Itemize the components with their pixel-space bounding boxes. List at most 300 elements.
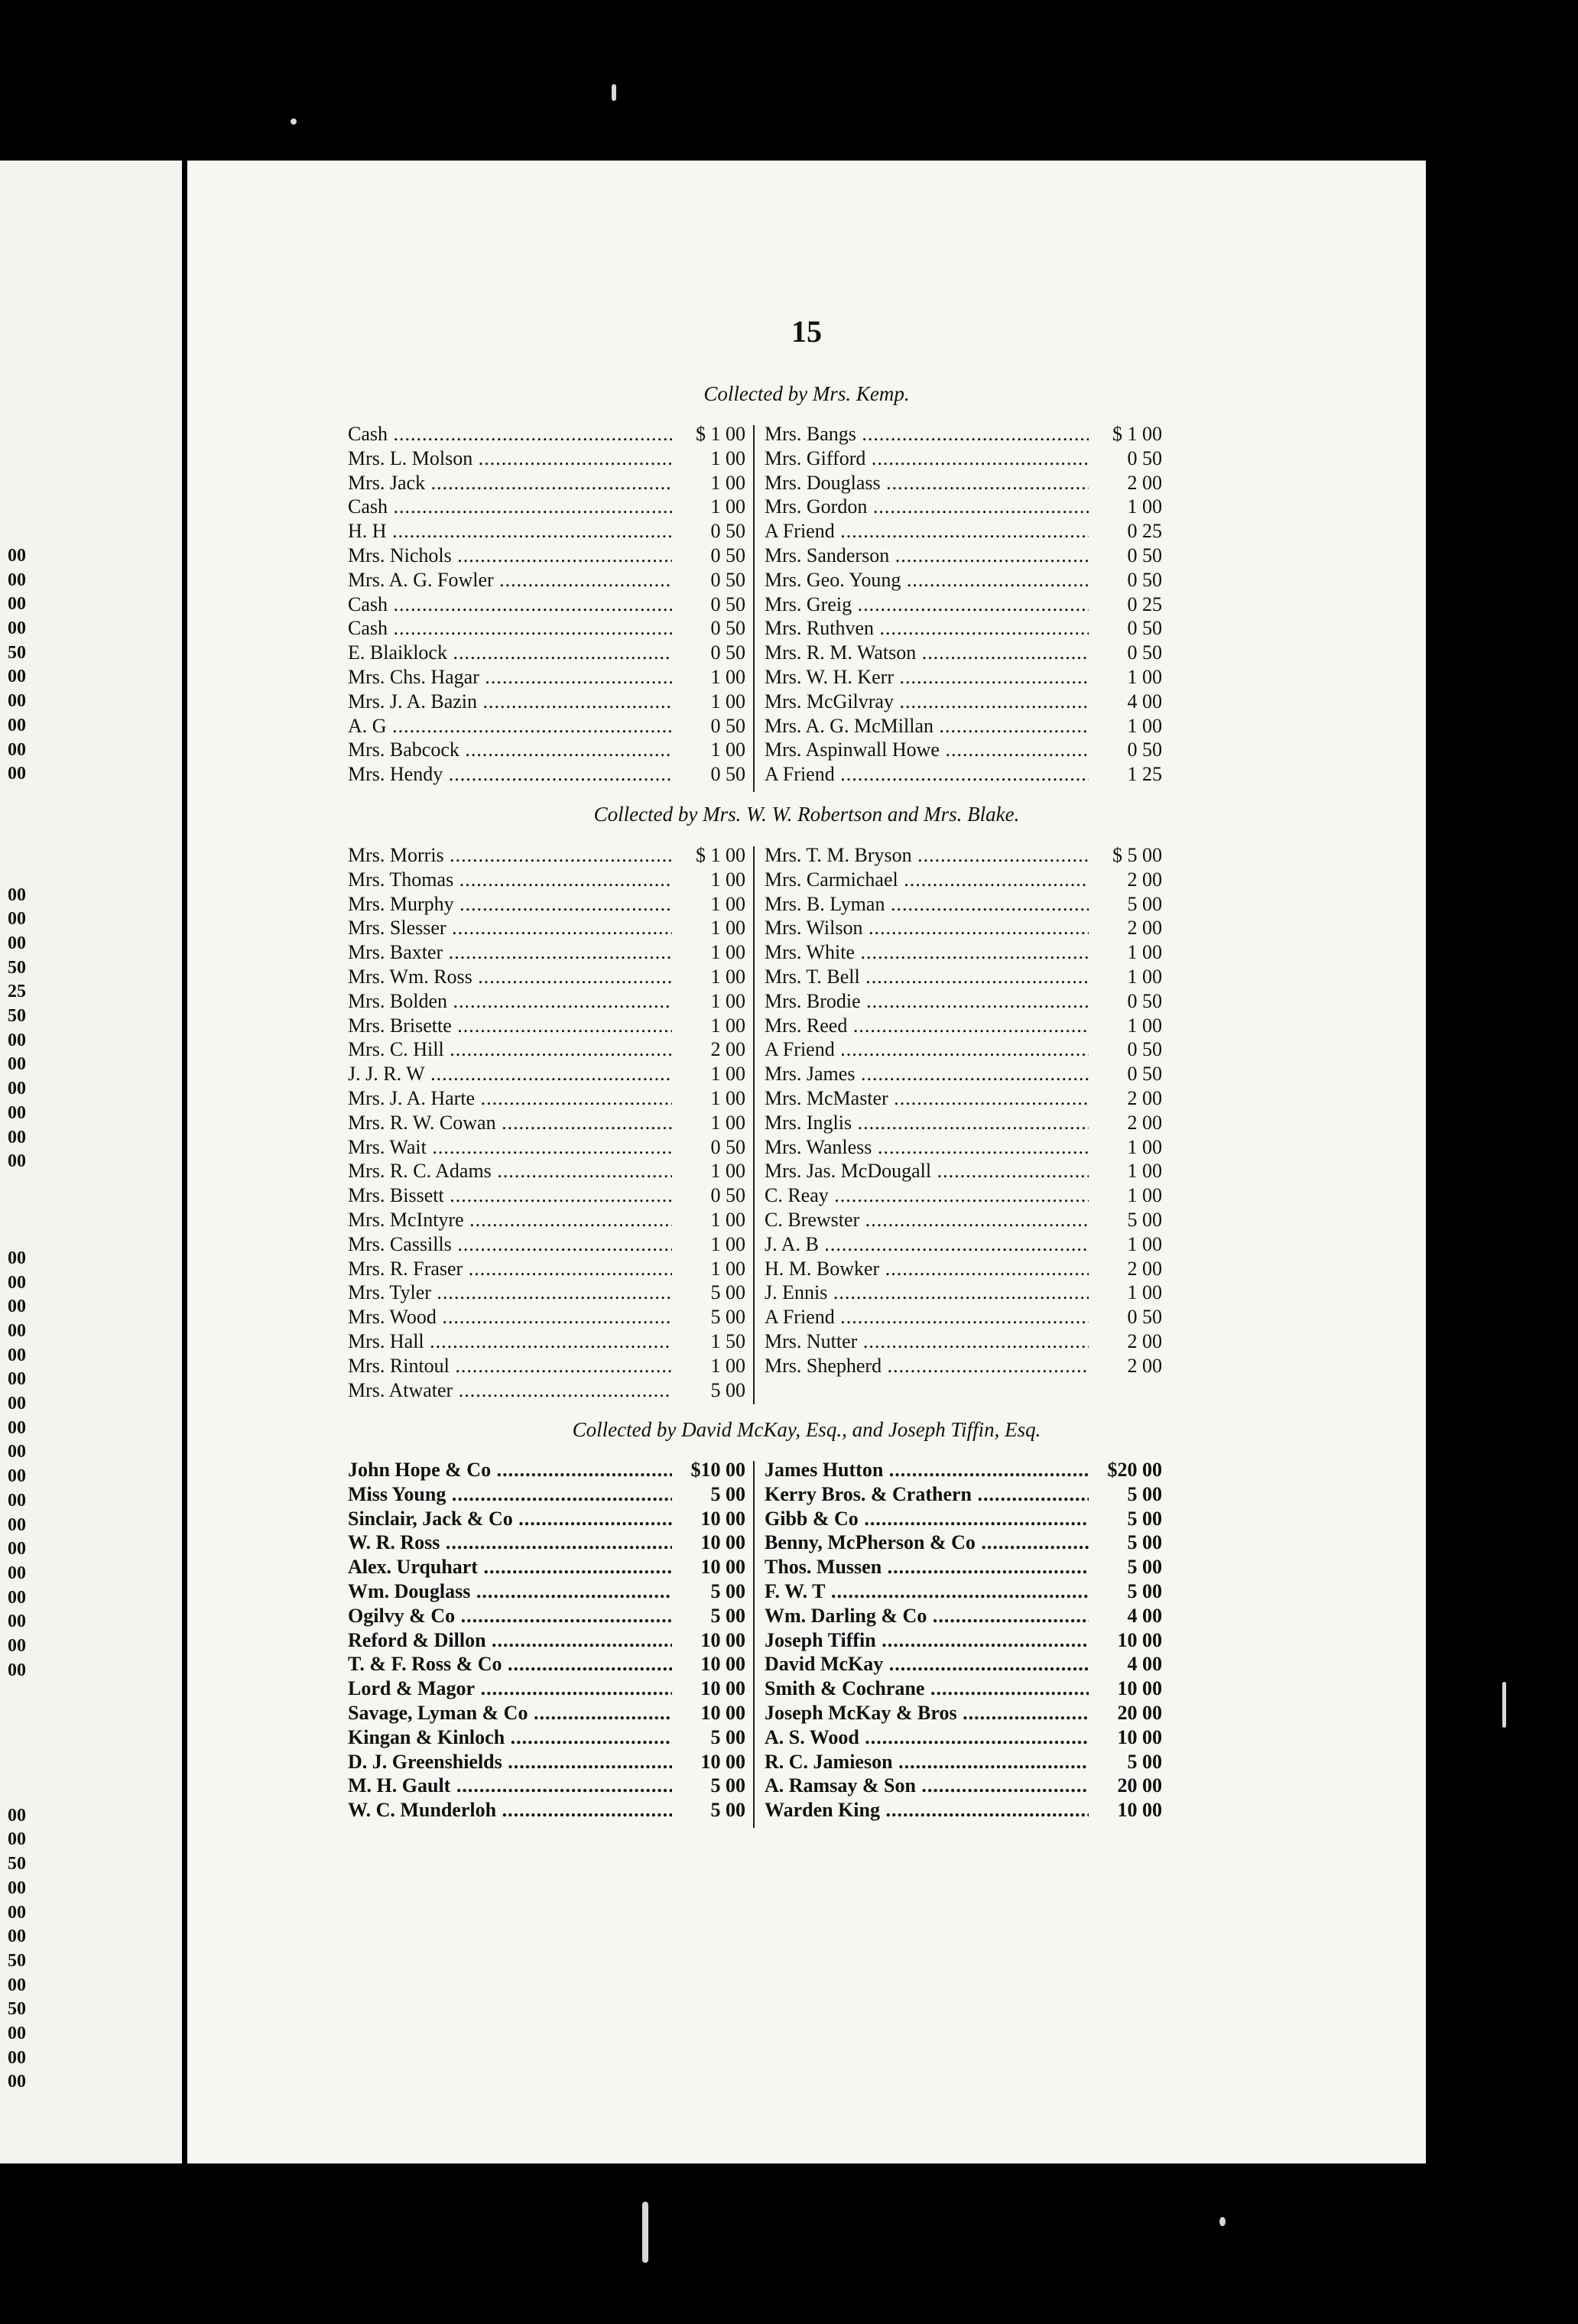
contributor-name: A. S. Wood ..... xyxy=(765,1725,1089,1750)
previous-page-amount: 50 xyxy=(8,1999,26,2020)
contributor-row xyxy=(348,1014,745,1038)
contributor-name: D. J. Greenshields ..... xyxy=(348,1750,672,1774)
contributor-name: Cash ..... xyxy=(348,616,672,641)
contribution-amount: 1 00 xyxy=(675,1086,745,1111)
contribution-amount: 1 00 xyxy=(675,495,745,519)
contributor-row xyxy=(765,446,1162,471)
contributor-name: Mrs. Reed ..... xyxy=(765,1014,1089,1038)
contributor-name: Mrs. Tyler ..... xyxy=(348,1280,672,1305)
scan-speck xyxy=(291,118,297,125)
contributor-name: H. M. Bowker ..... xyxy=(765,1257,1089,1281)
previous-page-amount: 00 xyxy=(8,1054,26,1075)
contribution-amount: 0 50 xyxy=(675,762,745,787)
contributor-row xyxy=(765,1257,1162,1281)
contributor-name: Mrs. McGilvray ..... xyxy=(765,690,1089,714)
contribution-amount: 0 50 xyxy=(675,592,745,617)
contributor-row xyxy=(348,641,745,665)
contribution-amount: 0 50 xyxy=(1092,641,1162,665)
contributor-name: Mrs. W. H. Kerr ..... xyxy=(765,665,1089,690)
contributor-name: Mrs. Jas. McDougall ..... xyxy=(765,1159,1089,1183)
contributor-row xyxy=(348,1774,745,1798)
contributor-name: Mrs. Wilson ..... xyxy=(765,916,1089,940)
contribution-amount: 1 00 xyxy=(1092,495,1162,519)
previous-page-amount: 00 xyxy=(8,1466,26,1487)
contribution-amount: 0 50 xyxy=(1092,738,1162,762)
contribution-amount: 0 50 xyxy=(1092,544,1162,568)
contribution-amount: $20 00 xyxy=(1092,1458,1162,1482)
contributor-name: Mrs. A. G. Fowler ..... xyxy=(348,568,672,592)
contributor-row xyxy=(765,1014,1162,1038)
contributor-row xyxy=(765,1798,1162,1823)
contribution-amount: $ 5 00 xyxy=(1092,843,1162,868)
contributor-row xyxy=(348,616,745,641)
contributor-name: Mrs. Nutter ..... xyxy=(765,1329,1089,1354)
contributor-name: Savage, Lyman & Co ..... xyxy=(348,1701,672,1725)
right-column xyxy=(765,422,1162,787)
contribution-amount: 1 00 xyxy=(675,1257,745,1281)
contributor-row xyxy=(765,1062,1162,1086)
contributor-row xyxy=(765,616,1162,641)
column-divider xyxy=(753,425,755,792)
contributor-row xyxy=(765,1183,1162,1208)
contributor-row xyxy=(765,519,1162,544)
contributor-name: Sinclair, Jack & Co ..... xyxy=(348,1507,672,1531)
contribution-amount: 0 50 xyxy=(675,519,745,544)
contributor-name: Mrs. Douglass ..... xyxy=(765,471,1089,495)
previous-page-amount: 00 xyxy=(8,1079,26,1099)
contributor-row xyxy=(765,1555,1162,1579)
contributor-name: Mrs. White ..... xyxy=(765,940,1089,965)
previous-page-amount xyxy=(8,1780,54,1804)
contributor-name: Kingan & Kinloch ..... xyxy=(348,1725,672,1750)
contributor-name: Mrs. Bangs ..... xyxy=(765,422,1089,446)
previous-page-amount: 00 xyxy=(8,739,26,760)
contributor-name: Mrs. Hendy ..... xyxy=(348,762,672,787)
contributor-name: M. H. Gault ..... xyxy=(348,1774,672,1798)
contribution-amount: 1 00 xyxy=(675,1062,745,1086)
contribution-amount: 5 00 xyxy=(675,1305,745,1329)
contribution-amount: 5 00 xyxy=(1092,892,1162,917)
contribution-amount: 2 00 xyxy=(675,1037,745,1062)
contribution-amount: 1 00 xyxy=(675,1159,745,1183)
contributor-name: J. A. B ..... xyxy=(765,1232,1089,1257)
document-page xyxy=(187,161,1426,2163)
previous-page-amount: 00 xyxy=(8,1878,26,1898)
contribution-amount: 1 00 xyxy=(1092,1014,1162,1038)
contributor-row xyxy=(765,965,1162,989)
contributor-row xyxy=(765,1208,1162,1232)
contributor-row xyxy=(348,1798,745,1823)
scan-speck xyxy=(612,84,616,101)
contribution-amount: 1 00 xyxy=(1092,714,1162,738)
contribution-amount: 1 00 xyxy=(675,738,745,762)
contributor-row xyxy=(765,1354,1162,1378)
contributor-name: Mrs. Slesser ..... xyxy=(348,916,672,940)
contributor-name: Cash ..... xyxy=(348,422,672,446)
scan-speck xyxy=(1219,2217,1226,2226)
previous-page-amount xyxy=(8,1683,54,1707)
contributor-name: Mrs. T. Bell ..... xyxy=(765,965,1089,989)
contributor-name: W. C. Munderloh ..... xyxy=(348,1798,672,1823)
contribution-amount: 1 00 xyxy=(675,1208,745,1232)
previous-page-amount: 00 xyxy=(8,1612,26,1632)
contribution-amount: 1 00 xyxy=(1092,1183,1162,1208)
contribution-amount: 5 00 xyxy=(1092,1482,1162,1507)
contributor-row xyxy=(348,544,745,568)
previous-page-amount: 00 xyxy=(8,2047,26,2068)
contributor-row xyxy=(348,1628,745,1653)
contributor-name: Mrs. Wood ..... xyxy=(348,1305,672,1329)
contributor-row xyxy=(765,714,1162,738)
contributor-row xyxy=(765,1676,1162,1701)
contribution-amount: 1 00 xyxy=(675,1014,745,1038)
contributor-row xyxy=(348,940,745,965)
contributor-name: Mrs. Brisette ..... xyxy=(348,1014,672,1038)
contribution-amount: 10 00 xyxy=(1092,1676,1162,1701)
contributor-name: Mrs. R. M. Watson ..... xyxy=(765,641,1089,665)
previous-page-amount: 00 xyxy=(8,884,26,905)
contributor-name: A. Ramsay & Son ..... xyxy=(765,1774,1089,1798)
contributor-name: Mrs. Sanderson ..... xyxy=(765,544,1089,568)
column-divider xyxy=(753,1461,755,1828)
contributor-name: C. Brewster ..... xyxy=(765,1208,1089,1232)
contributor-row xyxy=(765,1604,1162,1628)
contribution-amount: 10 00 xyxy=(1092,1725,1162,1750)
contribution-amount: 0 50 xyxy=(675,544,745,568)
contributor-row xyxy=(765,1725,1162,1750)
contributor-row xyxy=(348,1183,745,1208)
contribution-amount: 5 00 xyxy=(1092,1750,1162,1774)
contributor-row xyxy=(765,495,1162,519)
contributor-name: Mrs. McMaster ..... xyxy=(765,1086,1089,1111)
contributor-row xyxy=(765,471,1162,495)
previous-page-amount xyxy=(8,1707,54,1732)
contributor-name: Gibb & Co ..... xyxy=(765,1507,1089,1531)
contributor-row xyxy=(348,714,745,738)
contributor-name: Mrs. Baxter ..... xyxy=(348,940,672,965)
contributor-row xyxy=(348,989,745,1014)
previous-page-amount xyxy=(8,1174,54,1199)
previous-page-amount xyxy=(8,1755,54,1780)
contribution-amount: 5 00 xyxy=(675,1482,745,1507)
contributor-row xyxy=(765,1482,1162,1507)
previous-page-amount: 00 xyxy=(8,1272,26,1293)
contributor-name: Mrs. Ruthven ..... xyxy=(765,616,1089,641)
contributor-name: Mrs. Wait ..... xyxy=(348,1135,672,1160)
contributor-row xyxy=(348,1750,745,1774)
right-column xyxy=(765,1458,1162,1823)
contributor-row xyxy=(348,1725,745,1750)
contributor-name: Alex. Urquhart ..... xyxy=(348,1555,672,1579)
contribution-amount: 10 00 xyxy=(675,1750,745,1774)
contributor-name: Mrs. Bolden ..... xyxy=(348,989,672,1014)
contribution-amount: 2 00 xyxy=(1092,916,1162,940)
contributor-row xyxy=(348,1676,745,1701)
contribution-amount: 2 00 xyxy=(1092,1111,1162,1135)
contributor-name: Wm. Douglass ..... xyxy=(348,1579,672,1604)
contributor-row xyxy=(765,989,1162,1014)
contributor-name: A Friend ..... xyxy=(765,519,1089,544)
contribution-amount: 1 00 xyxy=(675,916,745,940)
previous-page-amount: 00 xyxy=(8,2072,26,2092)
contribution-amount: 1 00 xyxy=(1092,1232,1162,1257)
contribution-amount: 1 00 xyxy=(675,1232,745,1257)
contribution-amount: 10 00 xyxy=(675,1701,745,1725)
previous-page-amount: 50 xyxy=(8,957,26,978)
contribution-amount: 0 25 xyxy=(1092,519,1162,544)
contributor-name: Mrs. Gifford ..... xyxy=(765,446,1089,471)
contributor-row xyxy=(348,1257,745,1281)
contributor-name: E. Blaiklock ..... xyxy=(348,641,672,665)
contributor-name: Mrs. R. C. Adams ..... xyxy=(348,1159,672,1183)
previous-page-amount: 00 xyxy=(8,1660,26,1680)
contributor-row xyxy=(765,1305,1162,1329)
contributor-name: Cash ..... xyxy=(348,592,672,617)
contributor-name: Wm. Darling & Co ..... xyxy=(765,1604,1089,1628)
contribution-amount: 1 00 xyxy=(675,940,745,965)
previous-page-amount: 00 xyxy=(8,1151,26,1172)
contribution-amount: $ 1 00 xyxy=(675,843,745,868)
contributor-row xyxy=(348,495,745,519)
previous-page-amount: 50 xyxy=(8,1950,26,1971)
contribution-amount: 1 00 xyxy=(675,892,745,917)
contributor-name: Mrs. T. M. Bryson ..... xyxy=(765,843,1089,868)
contributor-row xyxy=(765,1530,1162,1555)
contribution-amount: 1 00 xyxy=(675,446,745,471)
contributor-name: W. R. Ross ..... xyxy=(348,1530,672,1555)
contributor-name: Mrs. Nichols ..... xyxy=(348,544,672,568)
contributor-row xyxy=(348,1458,745,1482)
contributor-row xyxy=(348,1652,745,1676)
previous-page-amount: 00 xyxy=(8,691,26,712)
previous-page-amount: 50 xyxy=(8,642,26,663)
contributor-row xyxy=(348,1232,745,1257)
previous-page-amount: 00 xyxy=(8,546,26,566)
previous-page-amount: 50 xyxy=(8,1854,26,1874)
contribution-amount: 5 00 xyxy=(675,1280,745,1305)
contributor-row xyxy=(765,1774,1162,1798)
contributor-row xyxy=(765,1111,1162,1135)
contributor-name: Mrs. A. G. McMillan ..... xyxy=(765,714,1089,738)
contributor-name: Mrs. Atwater ..... xyxy=(348,1378,672,1403)
contribution-amount: 0 25 xyxy=(1092,592,1162,617)
contribution-amount: 2 00 xyxy=(1092,1257,1162,1281)
contributor-name: Cash ..... xyxy=(348,495,672,519)
previous-page-amount: 00 xyxy=(8,1539,26,1560)
contribution-amount: 5 00 xyxy=(675,1774,745,1798)
left-column xyxy=(348,1458,745,1823)
contributor-name: Mrs. B. Lyman ..... xyxy=(765,892,1089,917)
scan-speck xyxy=(642,2202,648,2263)
contribution-amount: 1 00 xyxy=(675,868,745,892)
contributor-row xyxy=(765,568,1162,592)
contributor-row xyxy=(765,592,1162,617)
contributor-name: Mrs. Hall ..... xyxy=(348,1329,672,1354)
contributor-row xyxy=(348,868,745,892)
previous-page-amount: 00 xyxy=(8,1417,26,1438)
contribution-amount: 1 25 xyxy=(1092,762,1162,787)
contributor-row xyxy=(765,1280,1162,1305)
contribution-amount: 1 00 xyxy=(1092,1135,1162,1160)
contributor-name: Mrs. R. Fraser ..... xyxy=(348,1257,672,1281)
contribution-amount: 2 00 xyxy=(1092,1354,1162,1378)
contributor-row xyxy=(765,1159,1162,1183)
contribution-amount: 5 00 xyxy=(675,1378,745,1403)
contribution-amount: 1 00 xyxy=(1092,1159,1162,1183)
previous-page-amount: 00 xyxy=(8,1102,26,1123)
contributor-row xyxy=(348,690,745,714)
contributor-name: Mrs. Brodie ..... xyxy=(765,989,1089,1014)
previous-page-amount: 00 xyxy=(8,1030,26,1050)
contribution-amount: 0 50 xyxy=(675,714,745,738)
previous-page-amount xyxy=(8,787,54,811)
previous-page-amount: 00 xyxy=(8,1345,26,1365)
contributor-name: Benny, McPherson & Co ..... xyxy=(765,1530,1089,1555)
right-column xyxy=(765,843,1162,1378)
previous-page-amount: 00 xyxy=(8,715,26,735)
contributor-name: Mrs. McIntyre ..... xyxy=(348,1208,672,1232)
contributor-row xyxy=(348,592,745,617)
contributor-name: Mrs. L. Molson ..... xyxy=(348,446,672,471)
contribution-amount: 2 00 xyxy=(1092,868,1162,892)
scan-speck xyxy=(1502,1682,1506,1728)
previous-page-amount: 50 xyxy=(8,1006,26,1027)
previous-page-amount: 00 xyxy=(8,594,26,615)
previous-page-amount xyxy=(8,859,54,884)
contributor-name: Lord & Magor ..... xyxy=(348,1676,672,1701)
previous-page-amount: 00 xyxy=(8,2023,26,2043)
contribution-amount: 5 00 xyxy=(675,1579,745,1604)
contribution-amount: 10 00 xyxy=(675,1555,745,1579)
contributor-name: Mrs. Wanless ..... xyxy=(765,1135,1089,1160)
contribution-amount: $ 1 00 xyxy=(675,422,745,446)
contributor-name: Mrs. Bissett ..... xyxy=(348,1183,672,1208)
contributor-name: Mrs. Cassills ..... xyxy=(348,1232,672,1257)
contributor-name: Reford & Dillon ..... xyxy=(348,1628,672,1653)
contributor-row xyxy=(765,1652,1162,1676)
previous-page-amount: 00 xyxy=(8,1805,26,1826)
contributor-name: Miss Young ..... xyxy=(348,1482,672,1507)
previous-page-amount: 00 xyxy=(8,1829,26,1850)
contribution-amount: 10 00 xyxy=(1092,1798,1162,1823)
contribution-amount: 1 00 xyxy=(675,690,745,714)
contributor-name: F. W. T ..... xyxy=(765,1579,1089,1604)
contributor-row xyxy=(348,1086,745,1111)
contributor-name: R. C. Jamieson ..... xyxy=(765,1750,1089,1774)
contributor-row xyxy=(765,665,1162,690)
contributor-name: Mrs. Shepherd ..... xyxy=(765,1354,1089,1378)
contributor-row xyxy=(348,1507,745,1531)
contributor-row xyxy=(348,916,745,940)
contribution-amount: 1 00 xyxy=(1092,1280,1162,1305)
contributor-row xyxy=(765,1458,1162,1482)
contribution-amount: 4 00 xyxy=(1092,1652,1162,1676)
previous-page-amount-column xyxy=(8,544,54,2095)
previous-page-edge xyxy=(0,161,182,2163)
contribution-amount: 0 50 xyxy=(675,1135,745,1160)
previous-page-amount: 00 xyxy=(8,1514,26,1535)
page-number: 15 xyxy=(791,314,822,349)
contributor-row xyxy=(765,1329,1162,1354)
contributor-row xyxy=(348,1111,745,1135)
previous-page-amount: 00 xyxy=(8,570,26,590)
contributor-row xyxy=(348,1482,745,1507)
contributor-name: Mrs. James ..... xyxy=(765,1062,1089,1086)
contribution-amount: 1 00 xyxy=(675,989,745,1014)
contribution-amount: 0 50 xyxy=(675,616,745,641)
contribution-amount: 2 00 xyxy=(1092,471,1162,495)
previous-page-amount: 00 xyxy=(8,933,26,953)
contribution-amount: 2 00 xyxy=(1092,1086,1162,1111)
contribution-amount: 10 00 xyxy=(1092,1628,1162,1653)
contributor-row xyxy=(765,690,1162,714)
contributor-row xyxy=(348,843,745,868)
contributor-row xyxy=(765,738,1162,762)
contributor-row xyxy=(765,1135,1162,1160)
contributor-row xyxy=(765,916,1162,940)
contributor-row xyxy=(765,1750,1162,1774)
contribution-amount: 10 00 xyxy=(675,1676,745,1701)
contributor-name: Mrs. J. A. Bazin ..... xyxy=(348,690,672,714)
contributor-row xyxy=(348,1329,745,1354)
contributor-row xyxy=(348,1604,745,1628)
contributor-row xyxy=(765,1037,1162,1062)
previous-page-amount: 00 xyxy=(8,1902,26,1923)
previous-page-amount xyxy=(8,1732,54,1756)
contribution-amount: 10 00 xyxy=(675,1507,745,1531)
contributor-name: C. Reay ..... xyxy=(765,1183,1089,1208)
contributor-name: James Hutton ..... xyxy=(765,1458,1089,1482)
previous-page-amount: 00 xyxy=(8,1563,26,1583)
contributor-name: Smith & Cochrane ..... xyxy=(765,1676,1089,1701)
contributor-name: Ogilvy & Co ..... xyxy=(348,1604,672,1628)
contributor-row xyxy=(765,641,1162,665)
contribution-amount: 4 00 xyxy=(1092,1604,1162,1628)
previous-page-amount: 00 xyxy=(8,1248,26,1268)
contribution-amount: 1 00 xyxy=(1092,965,1162,989)
contribution-amount: 10 00 xyxy=(675,1652,745,1676)
contribution-amount: 2 00 xyxy=(1092,1329,1162,1354)
contributor-name: A Friend ..... xyxy=(765,1037,1089,1062)
contributor-row xyxy=(348,1159,745,1183)
previous-page-amount: 00 xyxy=(8,667,26,687)
section-heading-mckay-tiffin: Collected by David McKay, Esq., and Joseph Tiffin, Esq. xyxy=(572,1418,1041,1441)
contributor-name: Mrs. Thomas ..... xyxy=(348,868,672,892)
contributor-row xyxy=(348,1354,745,1378)
contribution-amount: 0 50 xyxy=(1092,1037,1162,1062)
contributor-name: Mrs. Wm. Ross ..... xyxy=(348,965,672,989)
contributor-row xyxy=(765,1628,1162,1653)
contribution-amount: 1 50 xyxy=(675,1329,745,1354)
contribution-amount: 1 00 xyxy=(675,471,745,495)
contributor-name: Thos. Mussen ..... xyxy=(765,1555,1089,1579)
contributor-row xyxy=(348,738,745,762)
previous-page-amount: 00 xyxy=(8,1369,26,1390)
contribution-amount: 0 50 xyxy=(1092,446,1162,471)
previous-page-amount: 00 xyxy=(8,1297,26,1317)
contribution-amount: 1 00 xyxy=(1092,665,1162,690)
contributor-name: Joseph McKay & Bros ..... xyxy=(765,1701,1089,1725)
contribution-amount: 20 00 xyxy=(1092,1701,1162,1725)
contributor-name: Mrs. Jack ..... xyxy=(348,471,672,495)
previous-page-amount: 00 xyxy=(8,1926,26,1947)
contributor-row xyxy=(765,940,1162,965)
contributor-row xyxy=(348,762,745,787)
contributor-row xyxy=(348,1579,745,1604)
contribution-amount: 0 50 xyxy=(675,1183,745,1208)
previous-page-amount: 00 xyxy=(8,618,26,639)
contribution-amount: 0 50 xyxy=(1092,616,1162,641)
